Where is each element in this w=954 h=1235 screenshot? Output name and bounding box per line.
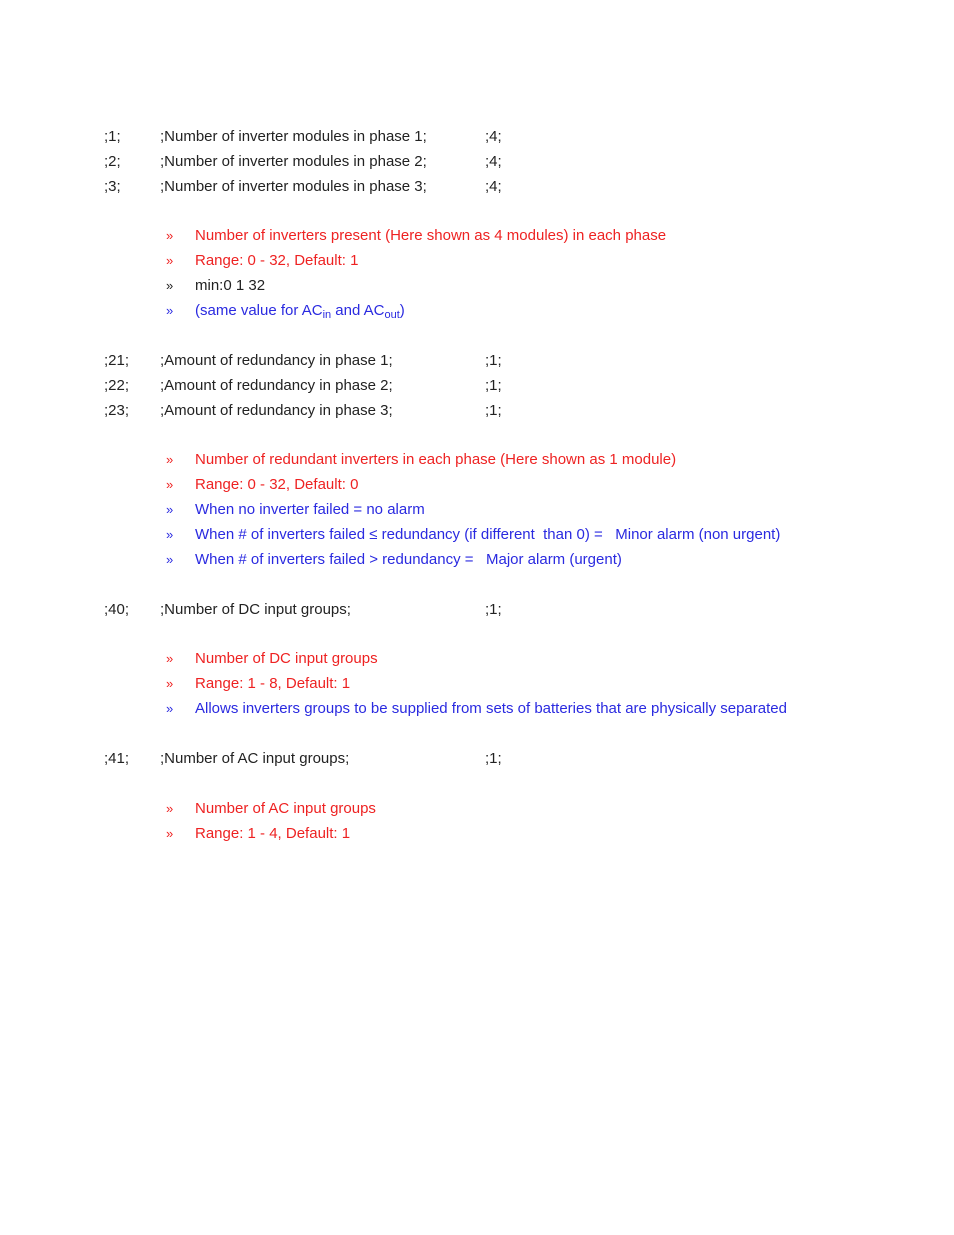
param-value: ;4; (485, 128, 502, 145)
note-text: When no inverter failed = no alarm (195, 501, 425, 518)
param-description: ;Number of inverter modules in phase 3; (160, 178, 427, 195)
bullet-icon: » (166, 552, 174, 567)
param-description: ;Amount of redundancy in phase 3; (160, 402, 393, 419)
subscript-out: out (384, 309, 400, 321)
bullet-icon: » (166, 278, 174, 293)
param-description: ;Number of inverter modules in phase 1; (160, 128, 427, 145)
note-text: When # of inverters failed ≤ redundancy (if different than 0) = Minor alarm (non urgent) (195, 526, 781, 543)
note-text: Number of inverters present (Here shown as 4 modules) in each phase (195, 227, 667, 244)
param-id: ;23; (104, 402, 130, 419)
note-text: min:0 1 32 (195, 277, 266, 294)
bullet-icon: » (166, 701, 174, 716)
bullet-icon: » (166, 477, 174, 492)
bullet-icon: » (166, 676, 174, 691)
bullet-icon: » (166, 502, 174, 517)
param-id: ;3; (104, 178, 121, 195)
note-text: Range: 0 - 32, Default: 0 (195, 476, 359, 493)
bullet-icon: » (166, 826, 174, 841)
param-id: ;40; (104, 601, 130, 618)
note-text: Number of AC input groups (195, 800, 376, 817)
param-value: ;1; (485, 402, 502, 419)
param-value: ;4; (485, 153, 502, 170)
note-text: When # of inverters failed > redundancy = Major alarm (urgent) (195, 551, 622, 568)
note-text: Number of redundant inverters in each phase (Here shown as 1 module) (195, 451, 677, 468)
bullet-icon: » (166, 253, 174, 268)
note-text: Range: 1 - 8, Default: 1 (195, 675, 351, 692)
note-text: Number of DC input groups (195, 650, 378, 667)
note-text (195, 298, 405, 323)
param-id: ;1; (104, 128, 121, 145)
subscript-in: in (322, 309, 332, 321)
param-id: ;21; (104, 352, 130, 369)
bullet-icon: » (166, 527, 174, 542)
param-id: ;41; (104, 750, 130, 767)
note-text: Range: 0 - 32, Default: 1 (195, 252, 359, 269)
note-text: Range: 1 - 4, Default: 1 (195, 825, 351, 842)
param-description: ;Amount of redundancy in phase 1; (160, 352, 393, 369)
bullet-icon: » (166, 228, 174, 243)
note-text-prefix: (same value for AC (195, 302, 323, 319)
bullet-icon: » (166, 801, 174, 816)
param-value: ;1; (485, 352, 502, 369)
param-description: ;Amount of redundancy in phase 2; (160, 377, 393, 394)
note-text: Allows inverters groups to be supplied from sets of batteries that are physically separated (195, 700, 787, 717)
param-description: ;Number of inverter modules in phase 2; (160, 153, 427, 170)
bullet-icon: » (166, 651, 174, 666)
param-description: ;Number of AC input groups; (160, 750, 350, 767)
param-id: ;2; (104, 153, 121, 170)
bullet-icon: » (166, 303, 174, 318)
note-text-suffix: ) (399, 302, 405, 319)
note-text-middle: and AC (331, 302, 385, 319)
param-id: ;22; (104, 377, 130, 394)
param-description: ;Number of DC input groups; (160, 601, 351, 618)
param-value: ;1; (485, 377, 502, 394)
param-value: ;4; (485, 178, 502, 195)
bullet-icon: » (166, 452, 174, 467)
param-value: ;1; (485, 750, 502, 767)
param-value: ;1; (485, 601, 502, 618)
